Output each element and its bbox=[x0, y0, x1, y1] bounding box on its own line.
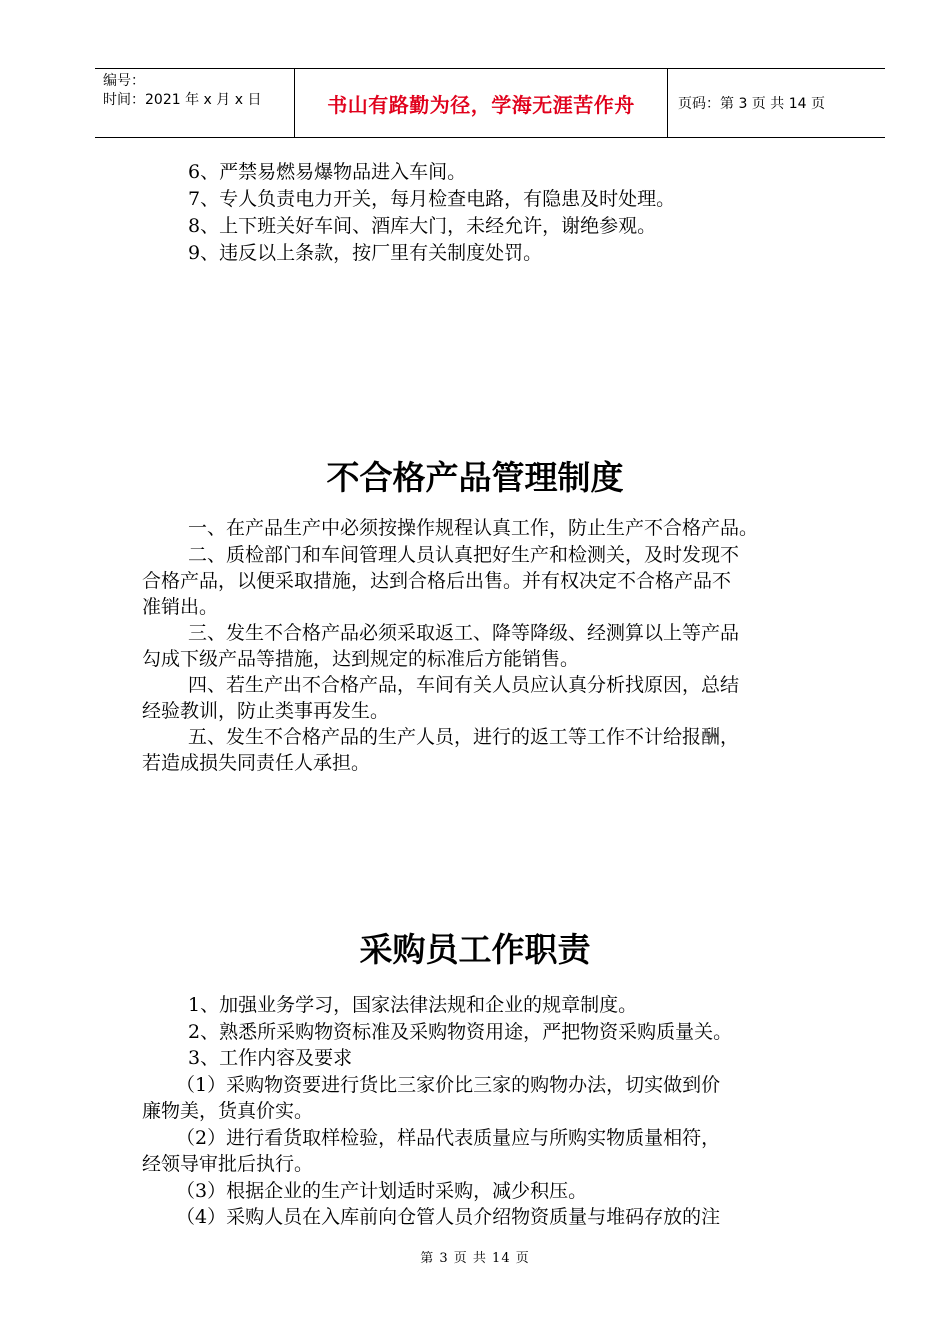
paragraph-line: 三、发生不合格产品必须采取返工、降等降级、经测算以上等产品 bbox=[188, 622, 740, 644]
page-header bbox=[95, 68, 885, 138]
duty-line: 1、加强业务学习，国家法律法规和企业的规章制度。 bbox=[188, 994, 638, 1016]
rule-line-6: 6、严禁易燃易爆物品进入车间。 bbox=[188, 161, 467, 183]
duty-line: （1）采购物资要进行货比三家价比三家的购物办法，切实做到价 bbox=[176, 1074, 721, 1096]
paragraph-line: 准销出。 bbox=[142, 596, 219, 618]
time-label: 时间：2021 年 x 月 x 日 bbox=[103, 92, 262, 108]
duty-line: （3）根据企业的生产计划适时采购，减少积压。 bbox=[176, 1180, 588, 1202]
rule-line-8: 8、上下班关好车间、酒库大门，未经允许，谢绝参观。 bbox=[188, 215, 657, 237]
duty-line: 3、工作内容及要求 bbox=[188, 1047, 353, 1069]
header-page-label: 页码：第 3 页 共 14 页 bbox=[678, 96, 825, 112]
duty-line: 经领导审批后执行。 bbox=[142, 1153, 314, 1175]
paragraph-line: 经验教训，防止类事再发生。 bbox=[142, 700, 390, 722]
paragraph-line: 合格产品，以便采取措施，达到合格后出售。并有权决定不合格产品不 bbox=[142, 570, 732, 592]
section-title-nonconforming: 不合格产品管理制度 bbox=[326, 458, 624, 497]
header-motto: 书山有路勤为径，学海无涯苦作舟 bbox=[295, 69, 668, 137]
header-meta-cell bbox=[95, 69, 295, 137]
paragraph-line: 勾成下级产品等措施，达到规定的标准后方能销售。 bbox=[142, 648, 580, 670]
duty-line: （2）进行看货取样检验，样品代表质量应与所购实物质量相符， bbox=[176, 1127, 721, 1149]
section-title-purchaser: 采购员工作职责 bbox=[359, 930, 591, 969]
duty-line: （4）采购人员在入库前向仓管人员介绍物资质量与堆码存放的注 bbox=[176, 1206, 721, 1228]
rule-line-7: 7、专人负责电力开关，每月检查电路，有隐患及时处理。 bbox=[188, 188, 676, 210]
paragraph-line: 四、若生产出不合格产品，车间有关人员应认真分析找原因，总结 bbox=[188, 674, 740, 696]
paragraph-line: 若造成损失同责任人承担。 bbox=[142, 752, 371, 774]
page-footer: 第 3 页 共 14 页 bbox=[420, 1251, 530, 1266]
paragraph-line: 一、在产品生产中必须按操作规程认真工作，防止生产不合格产品。 bbox=[188, 517, 759, 539]
duty-line: 2、熟悉所采购物资标准及采购物资用途，严把物资采购质量关。 bbox=[188, 1021, 733, 1043]
duty-line: 廉物美，货真价实。 bbox=[142, 1100, 314, 1122]
rule-line-9: 9、违反以上条款，按厂里有关制度处罚。 bbox=[188, 242, 543, 264]
number-label: 编号： bbox=[103, 73, 145, 89]
paragraph-line: 二、质检部门和车间管理人员认真把好生产和检测关，及时发现不 bbox=[188, 544, 740, 566]
paragraph-line: 五、发生不合格产品的生产人员，进行的返工等工作不计给报酬， bbox=[188, 726, 740, 748]
